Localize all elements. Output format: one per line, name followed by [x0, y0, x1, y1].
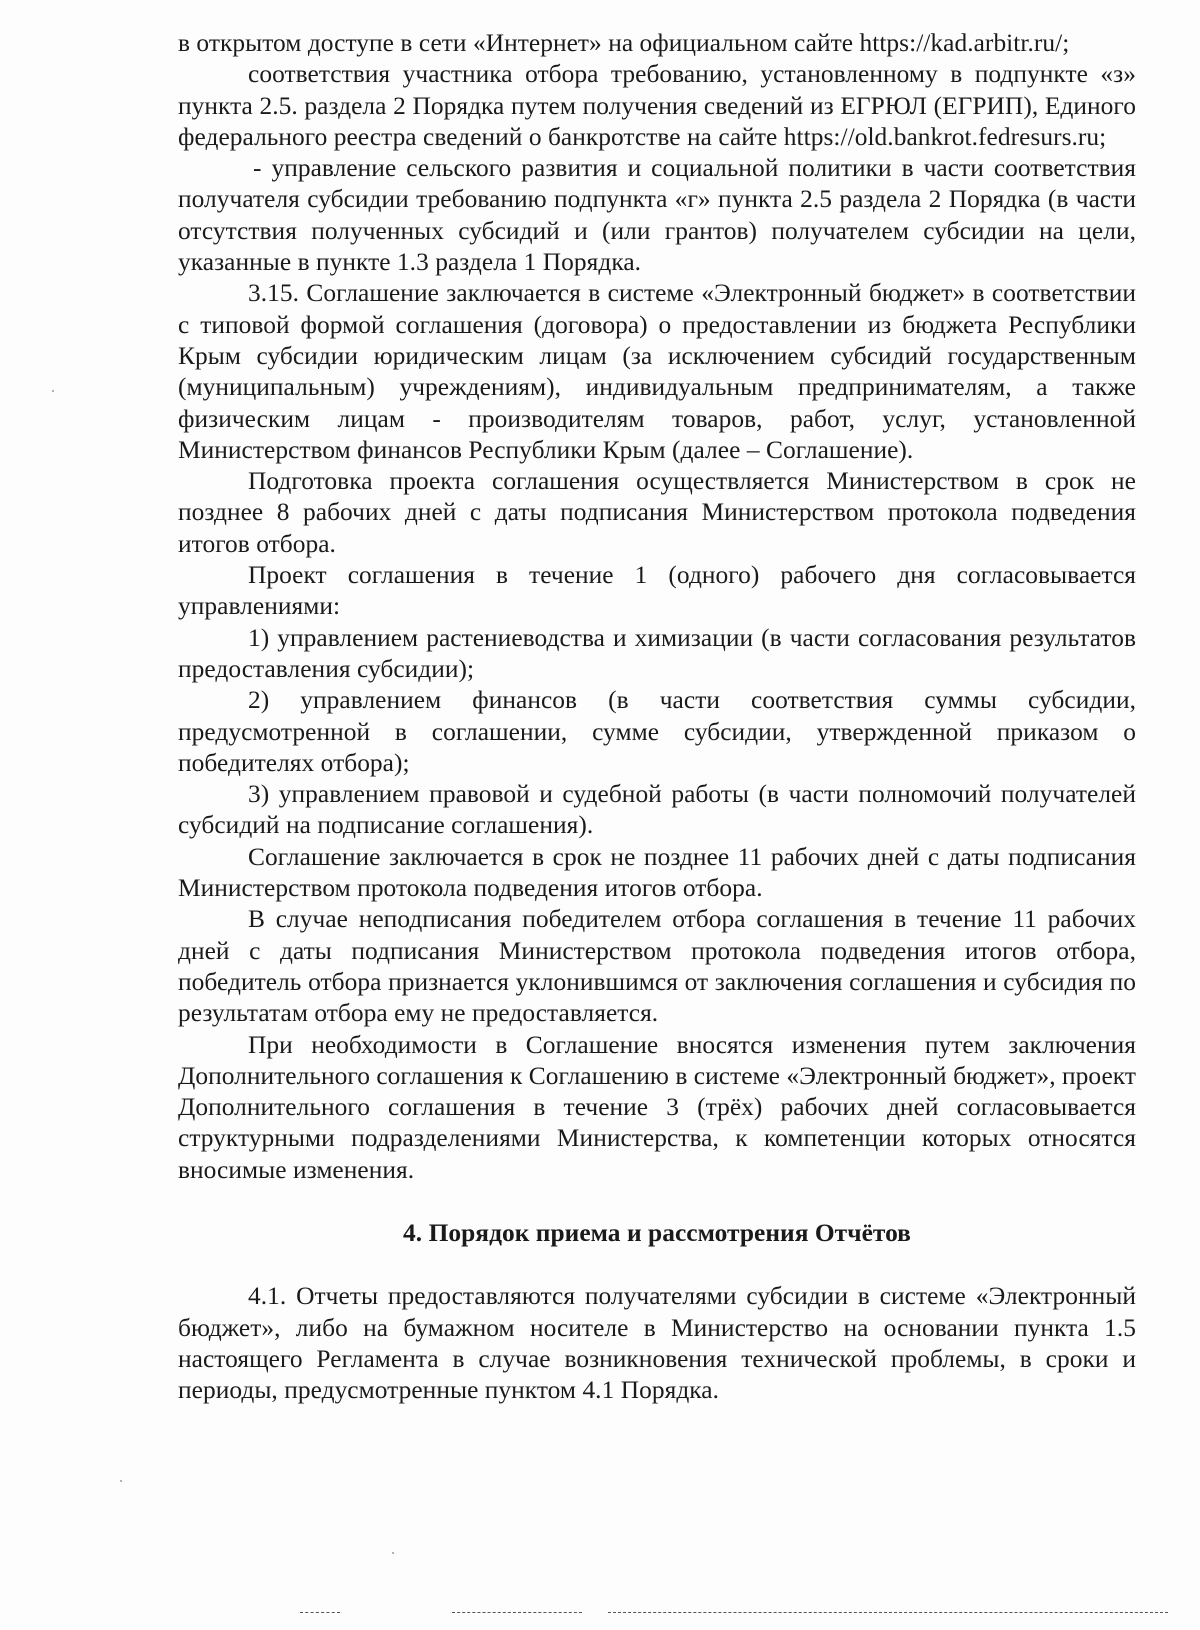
paragraph-agreement-deadline: Соглашение заключается в срок не позднее 11 рабочих дней с даты подписания Министерством протокола подведения итогов отбора.	[178, 842, 1136, 903]
paragraph-kad-arbitr: в открытом доступе в сети «Интернет» на официальном сайте https://kad.arbitr.ru/;	[178, 29, 1070, 57]
paragraph-3-15-agreement: 3.15. Соглашение заключается в системе «Электронный бюджет» в соответствии с типовой формой соглашения (договора) о предоставлении из бюджета Республики Крым субсидии юридическим лицам (за исключением субсидий государственным (муниципальным) учреждениям), индивидуальным предпринимателям, а также физическим лицам - производителям товаров, работ, услуг, установленной Министерством финансов Республики Крым (далее – Соглашение).	[178, 279, 1136, 464]
document-body	[178, 28, 1136, 1406]
list-item-legal-department: 3) управлением правовой и судебной работы (в части полномочий получателей субсидий на подписание соглашения).	[178, 780, 1136, 840]
scan-speck	[52, 390, 54, 392]
footer-dash-rule	[452, 1612, 582, 1613]
paragraph-draft-approval: Проект соглашения в течение 1 (одного) рабочего дня согласовывается управлениями:	[178, 561, 1136, 621]
paragraph-draft-preparation: Подготовка проекта соглашения осуществляется Министерством в срок не позднее 8 рабочих дней с даты подписания Министерством протокола подведения итогов отбора.	[178, 467, 1136, 558]
footer-dash-rule	[300, 1612, 340, 1613]
footer-dash-rule	[608, 1612, 1168, 1613]
section-heading: 4. Порядок приема и рассмотрения Отчётов	[403, 1218, 911, 1247]
list-item-crop-department: 1) управлением растениеводства и химизации (в части согласования результатов предоставления субсидии);	[178, 623, 1136, 683]
paragraph-compliance-requirement: соответствия участника отбора требованию, установленному в подпункте «з» пункта 2.5. раздела 2 Порядка путем получения сведений из ЕГРЮЛ (ЕГРИП), Единого федерального реестра сведений о банкротстве на сайте https://old.bankrot.fedresurs.ru;	[178, 60, 1136, 151]
paragraph-4-1-reports: 4.1. Отчеты предоставляются получателями субсидии в системе «Электронный бюджет», либо на бумажном носителе в Министерство на основании пункта 1.5 настоящего Регламента в случае возникновения технической проблемы, в сроки и периоды, предусмотренные пунктом 4.1 Порядка.	[178, 1282, 1136, 1405]
scan-speck	[120, 1480, 122, 1482]
list-item-finance-department: 2) управлением финансов (в части соответствия суммы субсидии, предусмотренной в соглашении, сумме субсидии, утвержденной приказом о победителях отбора);	[178, 686, 1136, 777]
paragraph-rural-development-department: - управление сельского развития и социальной политики в части соответствия получателя субсидии требованию подпункта «г» пункта 2.5 раздела 2 Порядка (в части отсутствия полученных субсидий и (или грантов) получателем субсидии на цели, указанные в пункте 1.3 раздела 1 Порядка.	[178, 154, 1136, 277]
paragraph-amendments: При необходимости в Соглашение вносятся изменения путем заключения Дополнительного соглашения к Соглашению в системе «Электронный бюджет», проект Дополнительного соглашения в течение 3 (трёх) рабочих дней согласовывается структурными подразделениями Министерства, к компетенции которых относятся вносимые изменения.	[178, 1030, 1136, 1184]
scan-speck	[392, 1552, 394, 1554]
paragraph-non-signing: В случае неподписания победителем отбора соглашения в течение 11 рабочих дней с даты подписания Министерством протокола подведения итогов отбора, победитель отбора признается уклонившимся от заключения соглашения и субсидия по результатам отбора ему не предоставляется.	[178, 905, 1136, 1028]
